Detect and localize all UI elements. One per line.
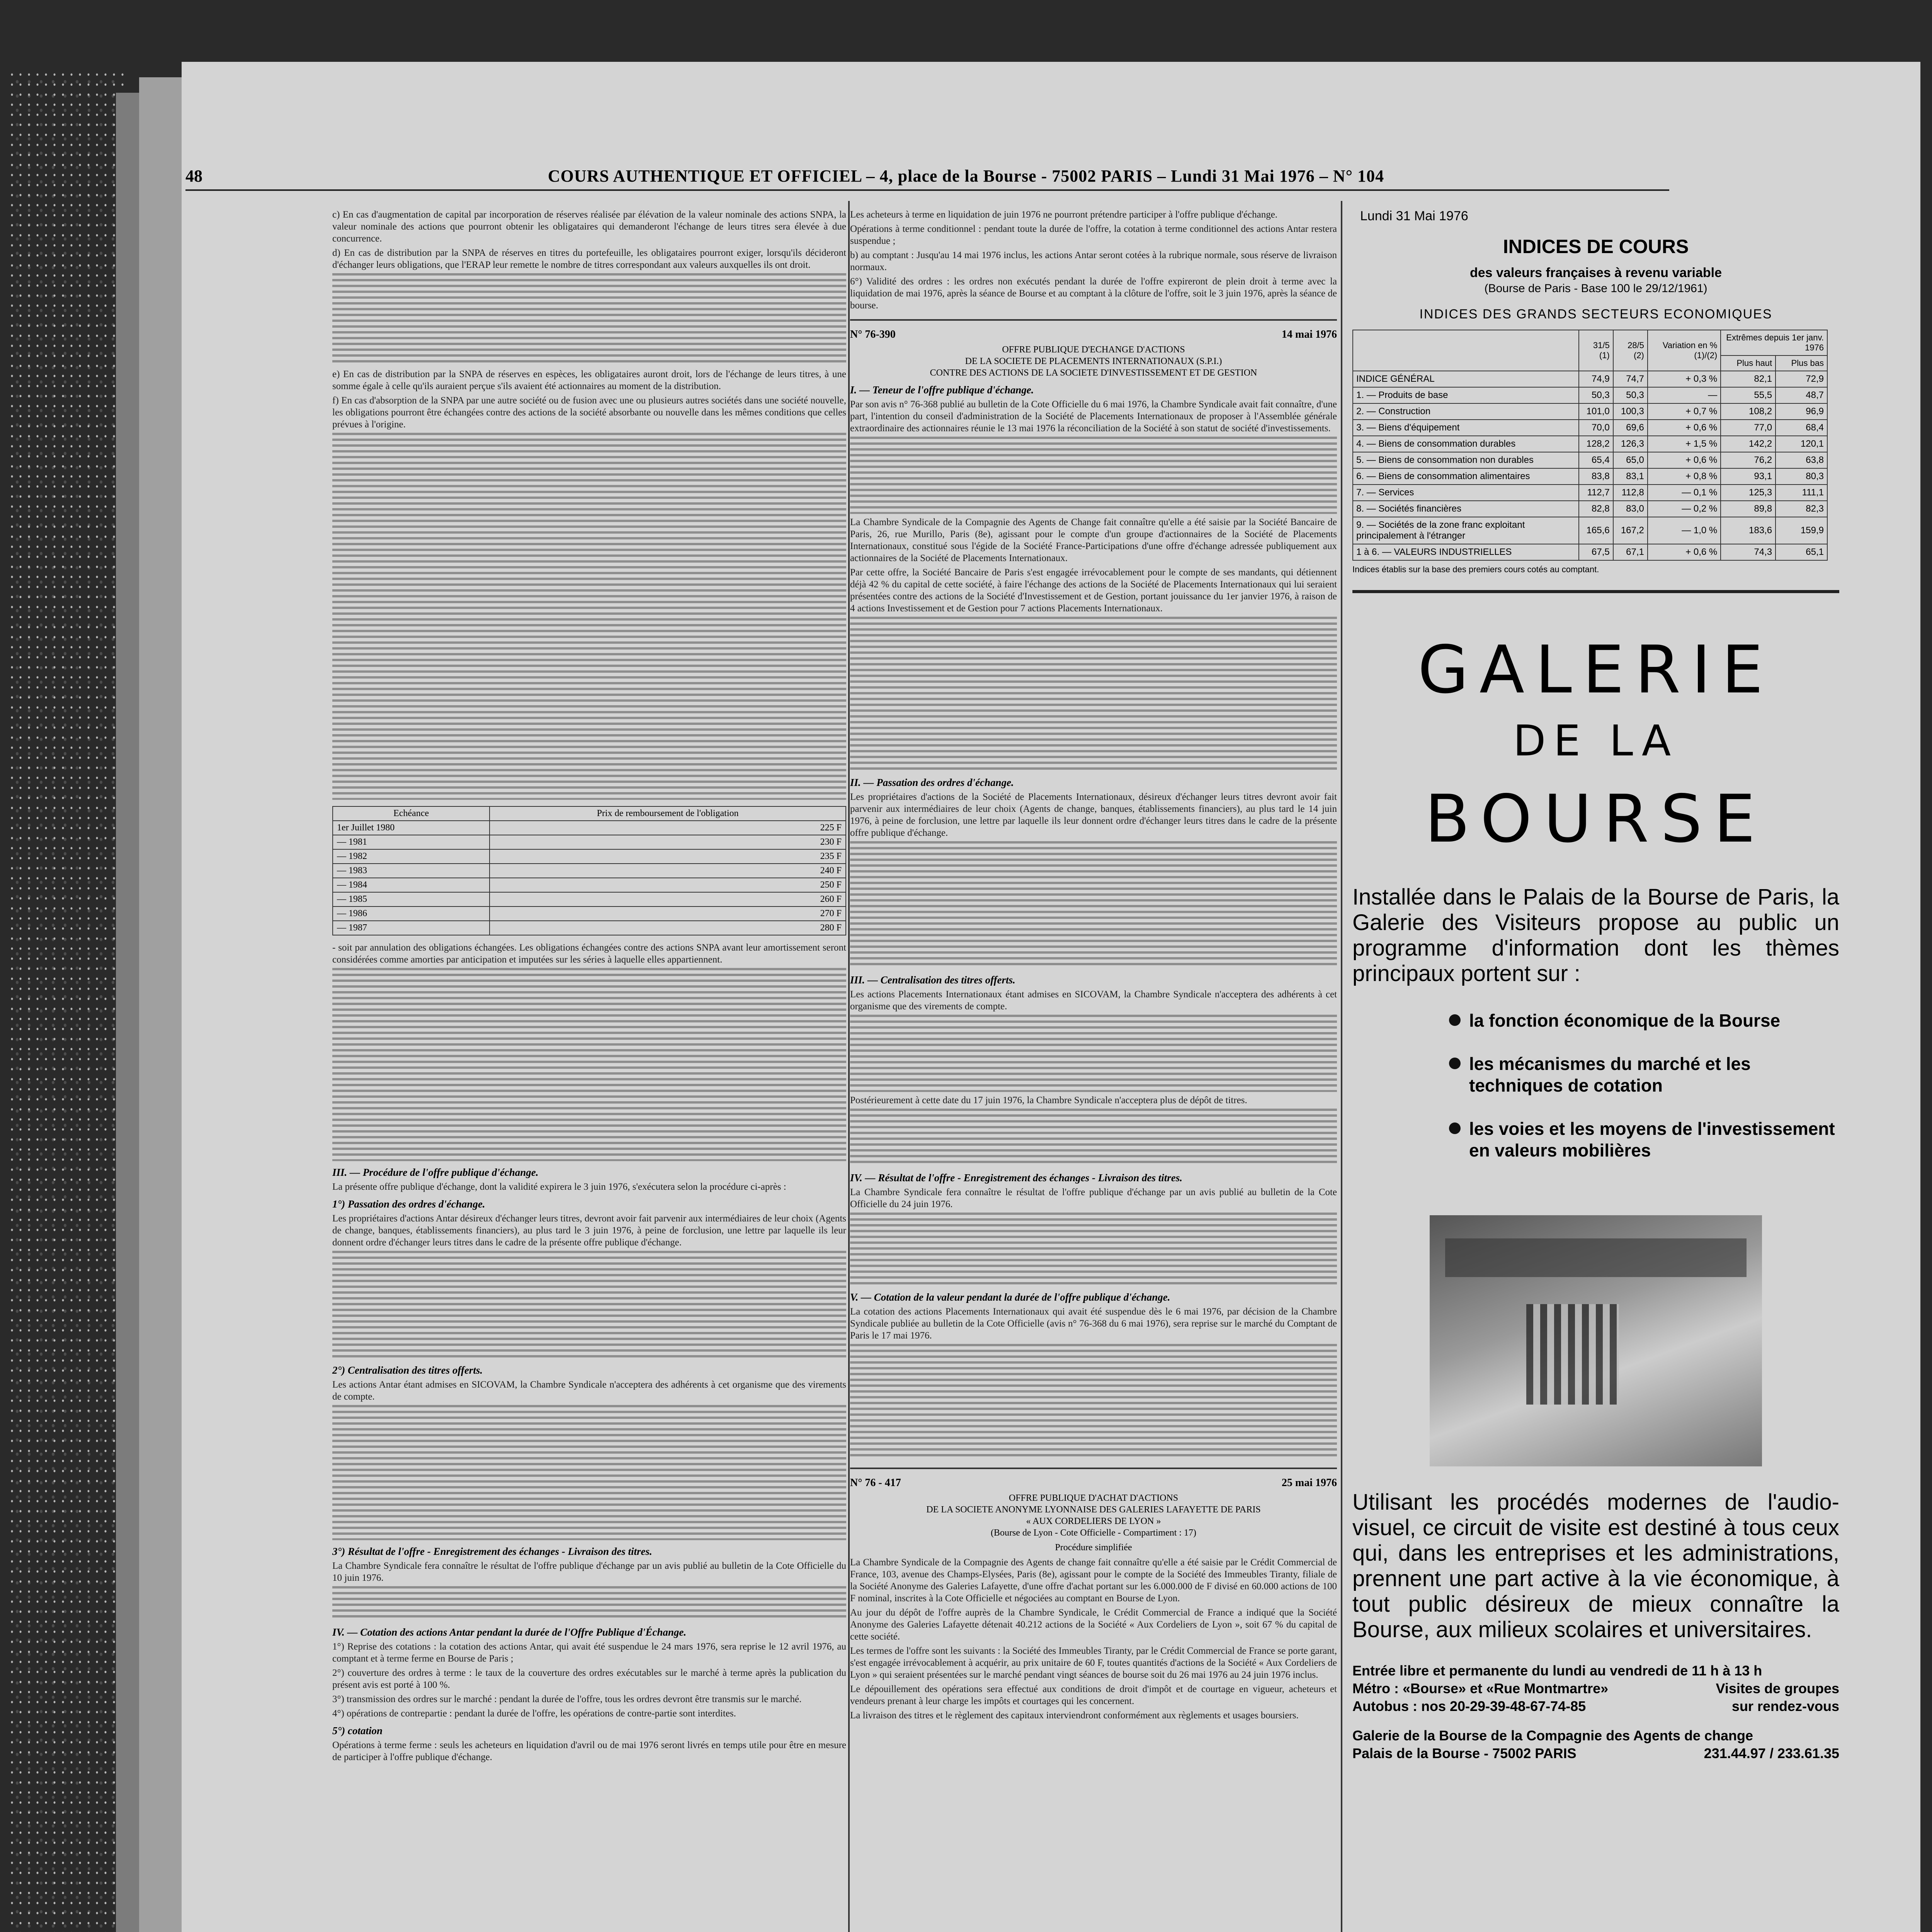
index-high: 89,8 (1721, 501, 1776, 517)
table-header: Plus bas (1776, 355, 1827, 371)
schedule-price: 250 F (490, 878, 846, 892)
index-low: 65,1 (1776, 544, 1827, 560)
indices-date: Lundi 31 Mai 1976 (1360, 209, 1468, 223)
index-label: 9. — Sociétés de la zone franc exploitant principalement à l'étranger (1353, 517, 1579, 544)
index-variation: + 0,6 % (1648, 544, 1721, 560)
paragraph: Les propriétaires d'actions de la Société de Placements Internationaux, désireux d'échanger leurs titres devront avoir fait parvenir aux intermédiaires de leur choix (Agents de change, banques, établissements financiers), au plus tard le 14 juin 1976, à peine de forclusion, une lettre par laquelle ils leur donnent ordre d'échanger leurs titres dans le cadre de la présente offre publique d'échange. (850, 792, 1337, 838)
table-header: Extrêmes depuis 1er janv. 1976 (1721, 330, 1827, 355)
index-variation: — 0,1 % (1648, 485, 1721, 501)
paragraph: La présente offre publique d'échange, dont la validité expirera le 3 juin 1976, s'exécutera selon la procédure ci-après : (332, 1182, 786, 1192)
index-value: 128,2 (1579, 436, 1613, 452)
paragraph: Par cette offre, la Société Bancaire de Paris s'est engagée irrévocablement pour le compte de ses mandants, qui détiennent déjà 42 % du capital de cette société, à faire l'échange des actions de la Société de Placements Internationaux qui lui seraient présentées contre des actions de la Société d'Investissement et de Gestion, portant jouissance du 1er janvier 1976, à raison de 4 actions Investissement et de Gestion pour 7 actions Placements Internationaux. (850, 567, 1337, 614)
index-label: 6. — Biens de consommation alimentaires (1353, 468, 1579, 485)
notice-title: DE LA SOCIETE DE PLACEMENTS INTERNATIONAUX (S.P.I.) (965, 356, 1222, 366)
indices-subtitle: des valeurs françaises à revenu variable (1469, 265, 1722, 280)
indices-table (1352, 330, 1828, 561)
index-high: 82,1 (1721, 371, 1776, 387)
info-row (1352, 1745, 1839, 1762)
paragraph: 6°) Validité des ordres : les ordres non exécutés pendant la durée de l'offre expireront de plein droit à terme avec la liquidation de mai 1976, après la séance de Bourse et au comptant à la clôture de l'offre, soit le 3 juin 1976, après la séance de bourse. (850, 276, 1337, 311)
notice-title: (Bourse de Lyon - Cote Officielle - Compartiment : 17) (990, 1528, 1197, 1538)
galerie-closing: Utilisant les procédés modernes de l'audio-visuel, ce circuit de visite est destiné à tous ceux qui, dans les entreprises et les administrations, prennent une part active à la vie économique, à tout public désireux de mieux connaître la Bourse, aux milieux scolaires et universitaires. (1352, 1490, 1839, 1642)
page-header (185, 162, 1669, 191)
index-value: 101,0 (1579, 403, 1613, 420)
paragraph: 4°) opérations de contrepartie : pendant la durée de l'offre, les opérations de contre-partie sont interdites. (332, 1708, 736, 1719)
subsection-heading: 5°) cotation (332, 1725, 383, 1736)
index-value: 69,6 (1613, 420, 1648, 436)
notice-number: N° 76-390 (850, 328, 896, 340)
paragraph: Les propriétaires d'actions Antar désireux d'échanger leurs titres, devront avoir fait parvenir aux intermédiaires de leur choix (Agents de change, banques, établissements financiers), au plus tard le 3 juin 1976, à peine de forclusion, une lettre par laquelle ils leur donnent ordre d'échanger leurs titres dans le cadre de la présente offre publique d'échange. (332, 1213, 846, 1248)
index-value: 65,0 (1613, 452, 1648, 468)
text-block (850, 1015, 1337, 1092)
table-row (1353, 452, 1827, 468)
schedule-date: — 1982 (333, 849, 490, 864)
index-label: INDICE GÉNÉRAL (1353, 371, 1579, 387)
section-heading: IV. — Cotation des actions Antar pendant la durée de l'Offre Publique d'Échange. (332, 1626, 687, 1638)
paragraph: 1°) Reprise des cotations : la cotation des actions Antar, qui avait été suspendue le 24 mars 1976, sera reprise le 12 avril 1976, au comptant et à terme ferme en Bourse de Paris ; (332, 1641, 846, 1664)
text-block (332, 1251, 846, 1359)
column-rule (1341, 201, 1342, 1932)
list-item (1449, 1010, 1839, 1031)
divider (850, 1468, 1337, 1469)
text-block (850, 1213, 1337, 1286)
index-label: 7. — Services (1353, 485, 1579, 501)
index-variation: + 1,5 % (1648, 436, 1721, 452)
page-title: COURS AUTHENTIQUE ET OFFICIEL – 4, place de la Bourse - 75002 PARIS – Lundi 31 Mai 1976 – N° 104 (548, 166, 1384, 185)
paragraph: La Chambre Syndicale de la Compagnie des Agents de Change fait connaître qu'elle a été saisie par la Société Bancaire de Paris, 26, rue Murillo, Paris (8e), agissant pour le compte d'un groupe d'actionnaires de la Société de Placements Internationaux, constitué sous l'égide de la Société France-Participations d'une offre d'échange adressée publiquement aux actionnaires de la Société de Placements Internationaux. (850, 517, 1337, 563)
index-label: 3. — Biens d'équipement (1353, 420, 1579, 436)
table-header: Plus haut (1721, 355, 1776, 371)
schedule-date: — 1983 (333, 864, 490, 878)
org-address: Palais de la Bourse - 75002 PARIS (1352, 1745, 1577, 1761)
schedule-price: 260 F (490, 892, 846, 906)
table-header: 28/5 (2) (1613, 330, 1648, 371)
index-value: 74,7 (1613, 371, 1648, 387)
index-value: 67,5 (1579, 544, 1613, 560)
index-high: 108,2 (1721, 403, 1776, 420)
index-label: 2. — Construction (1353, 403, 1579, 420)
table-header: 31/5 (1) (1579, 330, 1613, 371)
index-low: 63,8 (1776, 452, 1827, 468)
schedule-header: Echéance (333, 806, 490, 821)
text-block (850, 1344, 1337, 1460)
themes-list (1449, 1010, 1839, 1161)
index-variation: — 0,2 % (1648, 501, 1721, 517)
index-low: 80,3 (1776, 468, 1827, 485)
paragraph: Les acheteurs à terme en liquidation de juin 1976 ne pourront prétendre participer à l'offre publique d'échange. (850, 209, 1278, 220)
subsection-heading: 3°) Résultat de l'offre - Enregistrement des échanges - Livraison des titres. (332, 1546, 652, 1557)
schedule-price: 235 F (490, 849, 846, 864)
index-label: 1 à 6. — VALEURS INDUSTRIELLES (1353, 544, 1579, 560)
paragraph: Opérations à terme conditionnel : pendant toute la durée de l'offre, la cotation à terme conditionnel des actions Antar restera suspendue ; (850, 224, 1337, 246)
galerie-title: DE LA (1513, 716, 1679, 765)
index-high: 142,2 (1721, 436, 1776, 452)
paragraph: La Chambre Syndicale fera connaître le résultat de l'offre publique d'échange par un avis publié au bulletin de la Cote Officielle du 24 juin 1976. (850, 1187, 1337, 1209)
index-variation: + 0,6 % (1648, 452, 1721, 468)
index-variation: — 1,0 % (1648, 517, 1721, 544)
paragraph: e) En cas de distribution par la SNPA de réserves en espèces, les obligataires auront droit, lors de l'échange de leurs titres, à une somme égale à celle qu'ils auraient perçue s'ils avaient été actionnaires au moment de la distribution. (332, 369, 846, 391)
paragraph: La cotation des actions Placements Internationaux qui avait été suspendue dès le 6 mai 1976, par décision de la Chambre Syndicale publiée au bulletin de la Cote Officielle (avis n° 76-368 du 6 mai 1976), sera reprise sur le marché du Comptant de Paris le 17 mai 1976. (850, 1306, 1337, 1341)
index-low: 72,9 (1776, 371, 1827, 387)
index-value: 82,8 (1579, 501, 1613, 517)
sector-title: INDICES DES GRANDS SECTEURS ECONOMIQUES (1419, 307, 1772, 321)
paragraph: La livraison des titres et le règlement des capitaux interviendront conformément aux règlements et usages boursiers. (850, 1710, 1299, 1721)
text-block (332, 273, 846, 366)
indices-title: INDICES DE COURS (1503, 236, 1689, 257)
index-high: 77,0 (1721, 420, 1776, 436)
index-value: 83,0 (1613, 501, 1648, 517)
table-row (1353, 544, 1827, 560)
index-value: 83,8 (1579, 468, 1613, 485)
column-1 (332, 209, 846, 1765)
notice-title: DE LA SOCIETE ANONYME LYONNAISE DES GALERIES LAFAYETTE DE PARIS (926, 1505, 1261, 1515)
index-low: 48,7 (1776, 387, 1827, 403)
column-2 (850, 209, 1337, 1724)
notice-title: Procédure simplifiée (1055, 1543, 1132, 1553)
table-header: Variation en % (1)/(2) (1648, 330, 1721, 371)
table-row (1353, 485, 1827, 501)
table-row (1353, 436, 1827, 452)
paragraph: c) En cas d'augmentation de capital par incorporation de réserves réalisée par élévation de la valeur nominale des actions SNPA, la valeur nominale des actions que pourront obtenir les obligataires qui demanderont l'échange de leurs titres sera élevée à due concurrence. (332, 209, 846, 244)
bullet-icon (1449, 1122, 1461, 1134)
subsection-heading: 2°) Centralisation des titres offerts. (332, 1364, 483, 1376)
index-high: 76,2 (1721, 452, 1776, 468)
list-item (1449, 1118, 1839, 1161)
page-background-speckle (8, 70, 124, 1932)
index-value: 65,4 (1579, 452, 1613, 468)
index-low: 82,3 (1776, 501, 1827, 517)
index-variation: + 0,6 % (1648, 420, 1721, 436)
notice-title: OFFRE PUBLIQUE D'ECHANGE D'ACTIONS (1002, 345, 1185, 355)
paragraph: Les actions Placements Internationaux étant admises en SICOVAM, la Chambre Syndicale n'acceptera des adhérents à cet organisme que des virements de compte. (850, 989, 1337, 1012)
paragraph: - soit par annulation des obligations échangées. Les obligations échangées contre des actions SNPA avant leur amortissement seront considérées comme amorties par anticipation et imputées sur les séries à laquelle elles appartiennent. (332, 942, 846, 965)
paragraph: Par son avis n° 76-368 publié au bulletin de la Cote Officielle du 6 mai 1976, la Chambre Syndicale avait fait connaître, d'une part, l'intention du conseil d'administration de la Société de Placements Internationaux de proposer à l'Assemblée générale extraordinaire des actionnaires réunie le 13 mai 1976 la réconciliation de la Société à son statut de société d'investissements. (850, 399, 1337, 434)
bullet-icon (1449, 1058, 1461, 1069)
section-heading: II. — Passation des ordres d'échange. (850, 777, 1014, 788)
index-value: 83,1 (1613, 468, 1648, 485)
table-row (1353, 387, 1827, 403)
section-heading: III. — Centralisation des titres offerts. (850, 974, 1015, 986)
index-value: 70,0 (1579, 420, 1613, 436)
paragraph: Les termes de l'offre sont les suivants : la Société des Immeubles Tiranty, par le Crédit Commercial de France se porte garant, s'est engagée irrévocablement à acquérir, au prix unitaire de 60 F, toutes quantités d'actions de la Société « Aux Cordeliers de Lyon » qui seraient présentées sur le marché pendant vingt séances de bourse soit du 26 mai 1976 au 24 juin 1976 inclus. (850, 1646, 1337, 1680)
index-low: 68,4 (1776, 420, 1827, 436)
table-row (1353, 517, 1827, 544)
index-variation: + 0,7 % (1648, 403, 1721, 420)
paragraph: 3°) transmission des ordres sur le marché : pendant la durée de l'offre, tous les ordres devront être transmis sur le marché. (332, 1694, 802, 1704)
index-high: 55,5 (1721, 387, 1776, 403)
org-name: Galerie de la Bourse de la Compagnie des Agents de change (1352, 1728, 1753, 1743)
bus-info: Autobus : nos 20-29-39-48-67-74-85 (1352, 1698, 1586, 1714)
galerie-title: GALERIE (1418, 632, 1774, 708)
paragraph: Au jour du dépôt de l'offre auprès de la Chambre Syndicale, le Crédit Commercial de France a indiqué que la Société Anonyme des Galeries Lafayette détenait 40.212 actions de la Société « Aux Cordeliers de Lyon », soit 67 % du capital de cette société. (850, 1607, 1337, 1642)
schedule-date: — 1985 (333, 892, 490, 906)
phone-number: 231.44.97 / 233.61.35 (1704, 1745, 1839, 1761)
schedule-price: 230 F (490, 835, 846, 849)
index-value: 50,3 (1613, 387, 1648, 403)
index-high: 125,3 (1721, 485, 1776, 501)
indices-note: Indices établis sur la base des premiers cours cotés au comptant. (1352, 565, 1599, 574)
section-heading: V. — Cotation de la valeur pendant la durée de l'offre publique d'échange. (850, 1291, 1170, 1303)
notice-header (850, 1477, 1337, 1489)
theme-text: la fonction économique de la Bourse (1469, 1010, 1781, 1031)
text-block (332, 433, 846, 800)
notice-date: 14 mai 1976 (1281, 328, 1337, 340)
galerie-intro: Installée dans le Palais de la Bourse de Paris, la Galerie des Visiteurs propose au public un programme d'information dont les thèmes principaux portent sur : (1352, 884, 1839, 986)
photo-detail (1445, 1238, 1747, 1277)
notice-title: CONTRE DES ACTIONS DE LA SOCIETE D'INVESTISSEMENT ET DE GESTION (930, 368, 1257, 378)
paragraph: Opérations à terme ferme : seuls les acheteurs en liquidation d'avril ou de mai 1976 seront livrés en temps utile pour être en mesure de participer à l'offre publique d'échange. (332, 1740, 846, 1762)
index-value: 112,8 (1613, 485, 1648, 501)
info-row (1352, 1680, 1839, 1697)
text-block (850, 437, 1337, 514)
table-header (1353, 330, 1579, 371)
visit-info (1352, 1662, 1839, 1762)
divider (1352, 590, 1839, 593)
subsection-heading: 1°) Passation des ordres d'échange. (332, 1198, 485, 1210)
index-value: 74,9 (1579, 371, 1613, 387)
paragraph: Postérieurement à cette date du 17 juin 1976, la Chambre Syndicale n'acceptera plus de dépôt de titres. (850, 1095, 1247, 1105)
schedule-date: — 1986 (333, 906, 490, 921)
table-row (1353, 403, 1827, 420)
column-rule (848, 201, 850, 1932)
text-block (332, 1586, 846, 1621)
info-row (1352, 1697, 1839, 1715)
index-low: 96,9 (1776, 403, 1827, 420)
schedule-date: 1er Juillet 1980 (333, 821, 490, 835)
index-value: 165,6 (1579, 517, 1613, 544)
schedule-price: 240 F (490, 864, 846, 878)
index-variation: + 0,8 % (1648, 468, 1721, 485)
bullet-icon (1449, 1014, 1461, 1026)
notice-number: N° 76 - 417 (850, 1477, 901, 1489)
index-label: 4. — Biens de consommation durables (1353, 436, 1579, 452)
indices-base: (Bourse de Paris - Base 100 le 29/12/1961) (1484, 282, 1708, 295)
index-label: 1. — Produits de base (1353, 387, 1579, 403)
paragraph: f) En cas d'absorption de la SNPA par une autre société ou de fusion avec une ou plusieurs autres sociétés dans une société nouvelle, les obligations pourront être échangées contre des actions de la société absorbante ou nouvelle dans les mêmes conditions que celles prévues à l'origine. (332, 395, 846, 430)
list-item (1449, 1053, 1839, 1096)
index-low: 120,1 (1776, 436, 1827, 452)
paragraph: 2°) couverture des ordres à terme : le taux de la couverture des ordres exécutables sur le marché à terme après la publication du présent avis est porté à 100 %. (332, 1668, 846, 1690)
gallery-photo (1430, 1215, 1762, 1466)
schedule-price: 270 F (490, 906, 846, 921)
text-block (332, 968, 846, 1161)
index-high: 183,6 (1721, 517, 1776, 544)
text-block (850, 841, 1337, 969)
index-value: 126,3 (1613, 436, 1648, 452)
theme-text: les mécanismes du marché et les techniques de cotation (1469, 1054, 1751, 1095)
metro-info: Métro : «Bourse» et «Rue Montmartre» (1352, 1680, 1609, 1696)
notice-header (850, 328, 1337, 341)
index-low: 111,1 (1776, 485, 1827, 501)
index-high: 74,3 (1721, 544, 1776, 560)
index-value: 67,1 (1613, 544, 1648, 560)
paragraph: b) au comptant : Jusqu'au 14 mai 1976 inclus, les actions Antar seront cotées à la rubrique normale, sous réserve de livraison normaux. (850, 250, 1337, 272)
galerie-title: BOURSE (1425, 781, 1767, 857)
section-heading: I. — Teneur de l'offre publique d'échange. (850, 384, 1034, 396)
redemption-schedule (332, 806, 846, 935)
page-edge-inner (139, 77, 182, 1932)
text-block (850, 617, 1337, 771)
entry-hours: Entrée libre et permanente du lundi au vendredi de 11 h à 13 h (1352, 1663, 1762, 1679)
section-heading: III. — Procédure de l'offre publique d'échange. (332, 1167, 539, 1178)
index-low: 159,9 (1776, 517, 1827, 544)
index-value: 167,2 (1613, 517, 1648, 544)
paragraph: Le dépouillement des opérations sera effectué aux conditions de droit d'impôt et de courtage en vigueur, acheteurs et vendeurs prenant à leur charge les impôts et courtages qui les concernent. (850, 1684, 1337, 1706)
schedule-price: 280 F (490, 921, 846, 935)
section-heading: IV. — Résultat de l'offre - Enregistrement des échanges - Livraison des titres. (850, 1172, 1183, 1184)
table-row (1353, 371, 1827, 387)
text-block (332, 1405, 846, 1540)
schedule-price: 225 F (490, 821, 846, 835)
table-row (1353, 468, 1827, 485)
appointment-info: sur rendez-vous (1731, 1698, 1839, 1714)
index-value: 100,3 (1613, 403, 1648, 420)
table-row (1353, 501, 1827, 517)
text-block (850, 1109, 1337, 1167)
index-label: 8. — Sociétés financières (1353, 501, 1579, 517)
paragraph: d) En cas de distribution par la SNPA de réserves en titres du portefeuille, les obligataires pourront exiger, lorsqu'ils décideront d'échanger leurs obligations, que l'ERAP leur remette le nombre de titres correspondant aux valeurs auxquelles ils ont droit. (332, 248, 846, 270)
index-high: 93,1 (1721, 468, 1776, 485)
paragraph: La Chambre Syndicale fera connaître le résultat de l'offre publique d'échange par un avis publié au bulletin de la Cote Officielle du 10 juin 1976. (332, 1561, 846, 1583)
page-number: 48 (185, 166, 202, 185)
theme-text: les voies et les moyens de l'investissement en valeurs mobilières (1469, 1119, 1835, 1160)
schedule-date: — 1981 (333, 835, 490, 849)
index-label: 5. — Biens de consommation non durables (1353, 452, 1579, 468)
schedule-date: — 1987 (333, 921, 490, 935)
schedule-header: Prix de remboursement de l'obligation (490, 806, 846, 821)
notice-title: OFFRE PUBLIQUE D'ACHAT D'ACTIONS (1009, 1493, 1179, 1503)
visits-info: Visites de groupes (1716, 1680, 1839, 1696)
paragraph: La Chambre Syndicale de la Compagnie des Agents de change fait connaître qu'elle a été saisie par le Crédit Commercial de France, 103, avenue des Champs-Elysées, Paris (8e), agissant pour le compte de la Société des Immeubles Tiranty, filiale de la Société Anonyme des Galeries Lafayette, d'une offre d'achat portant sur les 6.000.000 de F divisé en 60.000 actions de 100 F nominal, inscrites à la Cote Officielle et négociées au comptant en Bourse de Lyon. (850, 1557, 1337, 1604)
schedule-date: — 1984 (333, 878, 490, 892)
index-value: 112,7 (1579, 485, 1613, 501)
column-3 (1352, 209, 1839, 1762)
notice-date: 25 mai 1976 (1281, 1477, 1337, 1489)
index-variation: — (1648, 387, 1721, 403)
divider (850, 319, 1337, 321)
paragraph: Les actions Antar étant admises en SICOVAM, la Chambre Syndicale n'acceptera des adhérents à cet organisme que des virements de compte. (332, 1379, 846, 1402)
notice-title: « AUX CORDELIERS DE LYON » (1026, 1516, 1161, 1526)
table-row (1353, 420, 1827, 436)
index-value: 50,3 (1579, 387, 1613, 403)
index-variation: + 0,3 % (1648, 371, 1721, 387)
photo-detail (1526, 1304, 1619, 1405)
